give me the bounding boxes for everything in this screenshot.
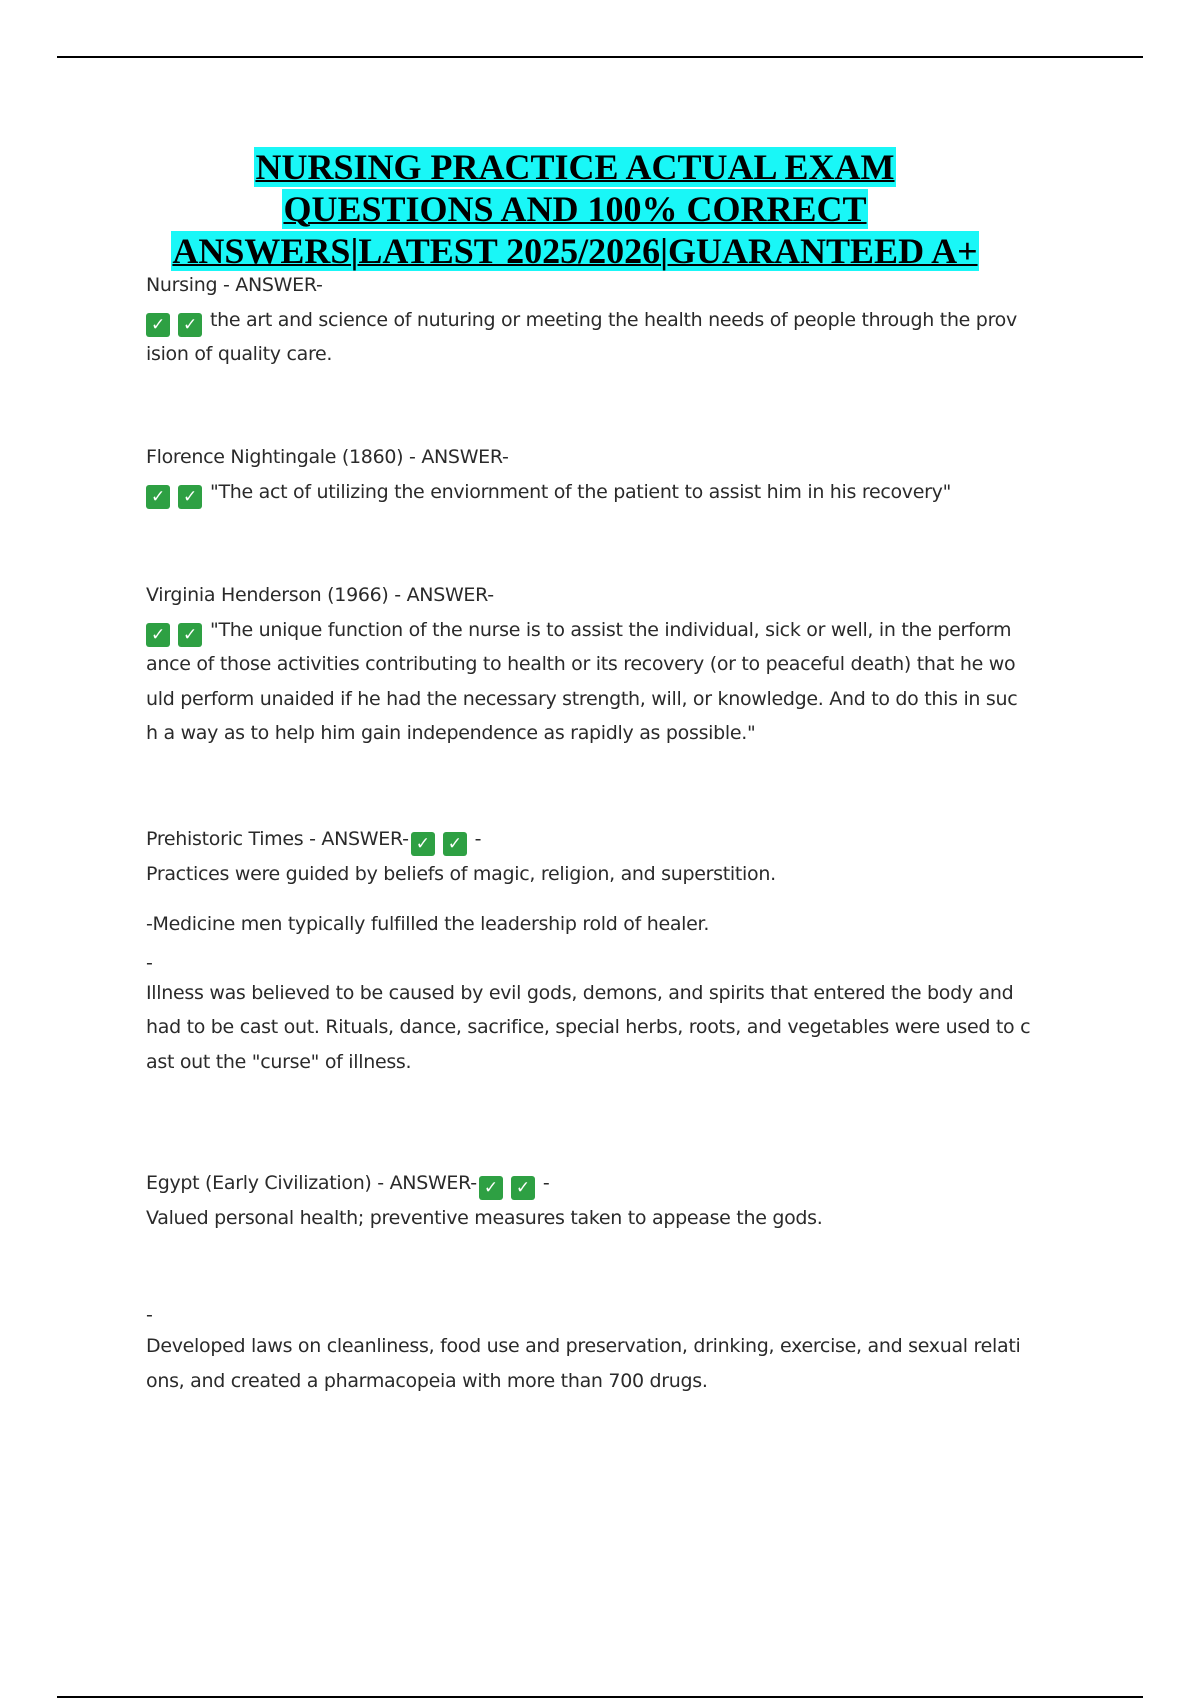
entry-egypt xyxy=(146,1166,1066,1398)
checkmark-icon: ✓ xyxy=(479,1176,503,1200)
term-suffix: - xyxy=(542,1172,550,1194)
answer-line: h a way as to help him gain independence as rapidly as possible." xyxy=(146,722,756,744)
checkmark-icon: ✓ xyxy=(178,485,202,509)
term-suffix: - xyxy=(474,828,482,850)
entry-nightingale xyxy=(146,440,1066,509)
checkmark-icon: ✓ xyxy=(146,485,170,509)
checkmark-icon: ✓ xyxy=(146,623,170,647)
checkmark-icon: ✓ xyxy=(411,832,435,856)
answer-line: ance of those activities contributing to health or its recovery (or to peaceful death) that he wo xyxy=(146,653,1016,675)
entry-henderson xyxy=(146,578,1066,751)
answer-line: Practices were guided by beliefs of magic, religion, and superstition. xyxy=(146,862,776,885)
entry-prehistoric xyxy=(146,822,1066,1079)
answer-line: the art and science of nuturing or meeting the health needs of people through the prov xyxy=(210,308,1017,331)
answer-line: ons, and created a pharmacopeia with more than 700 drugs. xyxy=(146,1369,708,1392)
checkmark-icon: ✓ xyxy=(146,313,170,337)
entry-term: Virginia Henderson (1966) - ANSWER- xyxy=(146,584,494,606)
entry-term: Florence Nightingale (1860) - ANSWER- xyxy=(146,446,509,468)
dash-separator: - xyxy=(146,1304,153,1326)
answer-line: "The act of utilizing the enviornment of the patient to assist him in his recovery" xyxy=(210,480,952,503)
dash-separator: - xyxy=(146,951,153,974)
title-line-2: QUESTIONS AND 100% CORRECT xyxy=(283,189,867,229)
top-rule xyxy=(57,56,1143,58)
answer-line: Developed laws on cleanliness, food use and preservation, drinking, exercise, and sexual relati xyxy=(146,1335,1021,1357)
answer-line: "The unique function of the nurse is to assist the individual, sick or well, in the perform xyxy=(210,618,1012,641)
title-line-3: ANSWERS|LATEST 2025/2026|GUARANTEED A+ xyxy=(172,231,978,271)
checkmark-icon: ✓ xyxy=(178,313,202,337)
checkmark-icon: ✓ xyxy=(178,623,202,647)
answer-line: Valued personal health; preventive measures taken to appease the gods. xyxy=(146,1206,823,1229)
answer-line: ision of quality care. xyxy=(146,343,333,365)
bottom-rule xyxy=(57,1696,1143,1698)
document-title xyxy=(0,146,1150,272)
answer-line: uld perform unaided if he had the necessary strength, will, or knowledge. And to do this in suc xyxy=(146,687,1018,710)
checkmark-icon: ✓ xyxy=(511,1176,535,1200)
entry-term: Prehistoric Times - ANSWER- xyxy=(146,828,409,850)
checkmark-icon: ✓ xyxy=(443,832,467,856)
answer-line: -Medicine men typically fulfilled the leadership rold of healer. xyxy=(146,913,710,935)
answer-line: had to be cast out. Rituals, dance, sacrifice, special herbs, roots, and vegetables were used to c xyxy=(146,1016,1031,1038)
entry-nursing xyxy=(146,268,1066,372)
answer-line: ast out the "curse" of illness. xyxy=(146,1050,412,1073)
entry-term: Nursing - ANSWER- xyxy=(146,274,323,296)
title-line-1: NURSING PRACTICE ACTUAL EXAM xyxy=(255,147,895,187)
answer-line: Illness was believed to be caused by evil gods, demons, and spirits that entered the body and xyxy=(146,981,1014,1004)
entry-term: Egypt (Early Civilization) - ANSWER- xyxy=(146,1172,477,1194)
